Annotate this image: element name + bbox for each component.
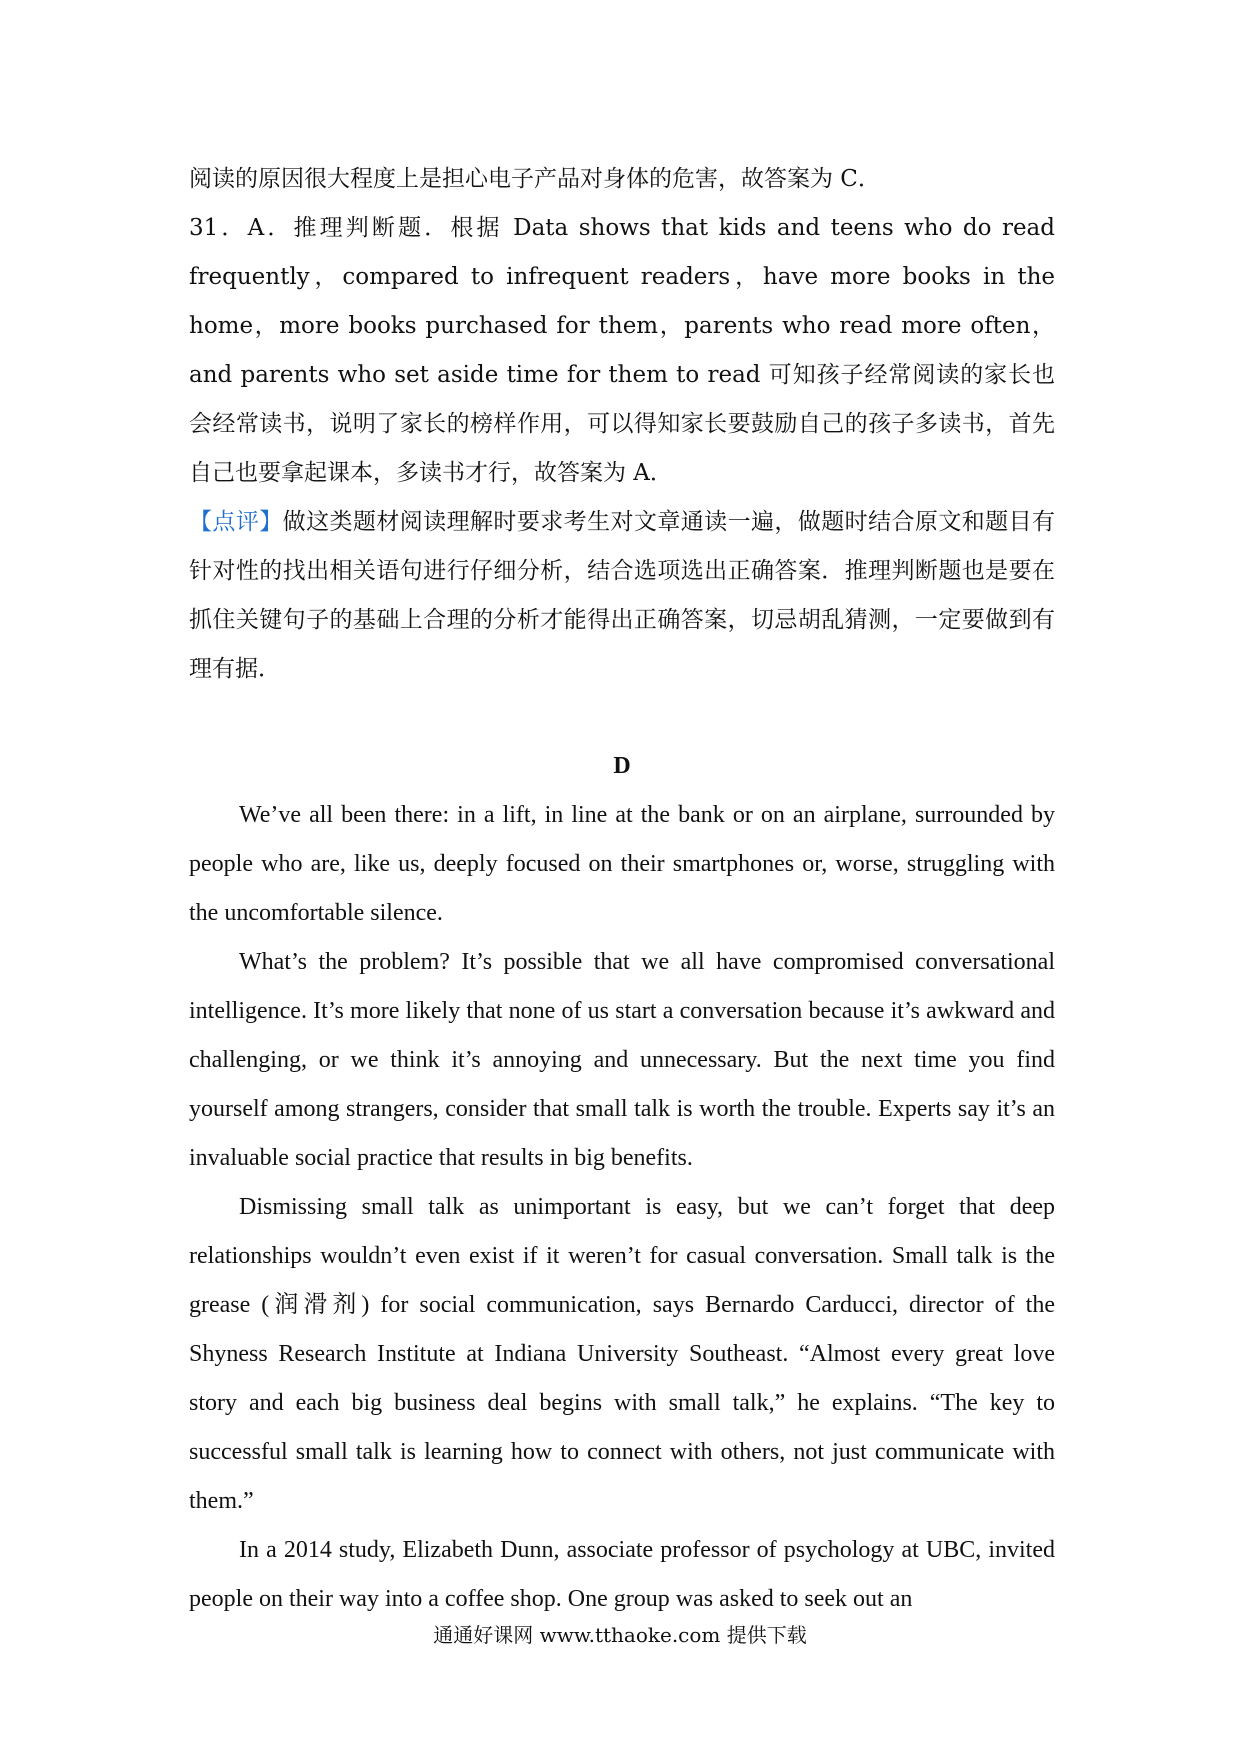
page-footer: 通通好课网 www.tthaoke.com 提供下载 [433,1623,807,1647]
passage-paragraph: What’s the problem? It’s possible that we all have compromised conversational intelligence. It’s more likely that none of us start a conversation because it’s awkward and challenging, or we think it’s annoying and unnecessary. But the next time you find yourself among strangers, consider that small talk is worth the trouble. Experts say it’s an invaluable social practice that results in big benefits. [189,949,1055,1171]
passage-paragraph: In a 2014 study, Elizabeth Dunn, associate professor of psychology at UBC, invited people on their way into a coffee shop. One group was asked to seek out an [189,1537,1055,1612]
passage-paragraph: Dismissing small talk as unimportant is easy, but we can’t forget that deep relationships wouldn’t even exist if it weren’t for casual conversation. Small talk is the grease (润滑剂) for social communication, says Bernardo Carducci, director of the Shyness Research Institute at Indiana University Southeast. “Almost every great love story and each big business deal begins with small talk,” he explains. “The key to successful small talk is learning how to connect with others, not just communicate with them.” [189,1194,1055,1514]
comment-paragraph [189,498,1055,694]
passage-paragraph: We’ve all been there: in a lift, in line at the bank or on an airplane, surrounded by people who are, like us, deeply focused on their smartphones or, worse, struggling with the uncomfortable silence. [189,802,1055,926]
answer-explanation-31: 31．A．推理判断题．根据 Data shows that kids and teens who do read frequently，compared to infrequent readers，have more books in the home，more books purchased for them，parents who read more often，and parents who set aside time for them to read 可知孩子经常阅读的家长也会经常读书，说明了家长的榜样作用，可以得知家长要鼓励自己的孩子多读书，首先自己也要拿起课本，多读书才行，故答案为 A． [189,215,1055,486]
section-heading: D [613,753,631,779]
section-gap [189,694,1055,742]
comment-text: 做这类题材阅读理解时要求考生对文章通读一遍，做题时结合原文和题目有针对性的找出相关语句进行仔细分析，结合选项选出正确答案．推理判断题也是要在抓住关键句子的基础上合理的分析才能得出正确答案，切忌胡乱猜测，一定要做到有理有据． [189,509,1056,682]
page-content [189,155,1055,1624]
answer-explanation-30-end: 阅读的原因很大程度上是担心电子产品对身体的危害，故答案为 C． [189,166,881,192]
comment-label: 【点评】 [189,509,283,535]
